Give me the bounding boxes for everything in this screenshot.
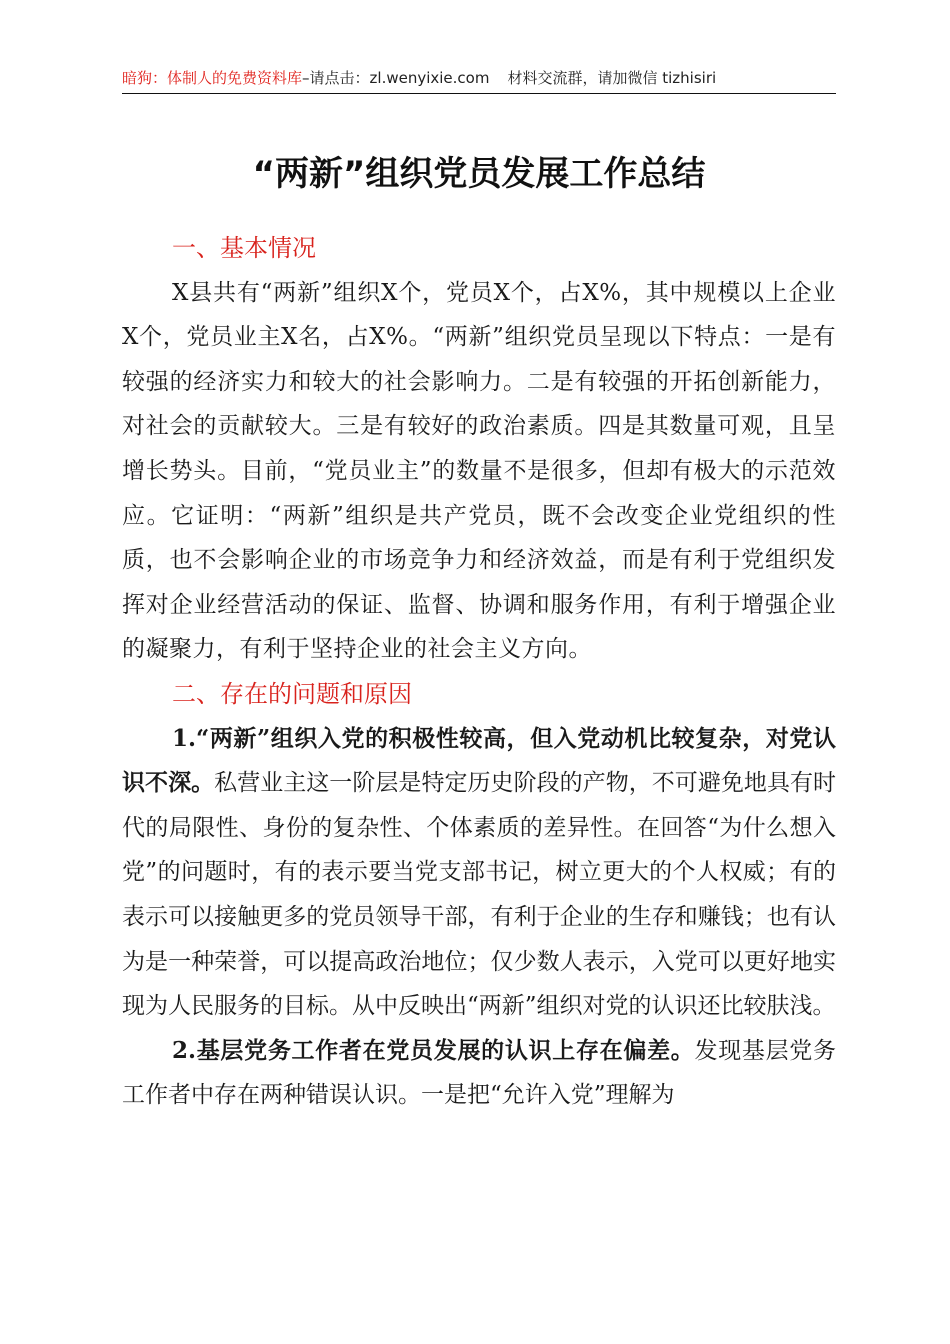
page-header [122, 68, 836, 88]
header-click-label: –请点击： [302, 69, 370, 87]
document-title: “两新”组织党员发展工作总结 [252, 154, 706, 194]
problem-item-1 [122, 717, 836, 1029]
section-heading-basic-situation: 一、基本情况 [172, 234, 316, 262]
header-source-label: 暗狗：体制人的免费资料库 [122, 69, 303, 87]
header-site-link[interactable]: zl.wenyixie.com [369, 69, 490, 87]
problem-item-2 [122, 1029, 836, 1118]
section-heading-problems: 二、存在的问题和原因 [172, 679, 412, 708]
problem-item-1-text: 私营业主这一阶层是特定历史阶段的产物，不可避免地具有时代的局限性、身份的复杂性、个体素质的差异性。在回答“为什么想入党”的问题时，有的表示要当党支部书记，树立更大的个人权威；有的表示可以接触更多的党员领导干部，有利于企业的生存和赚钱；也有认为是一种荣誉，可以提高政治地位；仅少数人表示，入党可以更好地实现为人民服务的目标。从中反映出“两新”组织对党的认识还比较肤浅。 [122, 770, 837, 1020]
problem-item-2-text: 发现基层党务工作者中存在两种错误认识。一是把“允许入党”理解为 [122, 1037, 836, 1109]
section-paragraph-basic-situation: X县共有“两新”组织X个，党员X个，占X%，其中规模以上企业X个，党员业主X名，占X%。“两新”组织党员呈现以下特点：一是有较强的经济实力和较大的社会影响力。二是有较强的开拓创新能力，对社会的贡献较大。三是有较好的政治素质。四是其数量可观，且呈增长势头。目前，“党员业主”的数量不是很多，但却有极大的示范效应。它证明：“两新”组织是共产党员，既不会改变企业党组织的性质，也不会影响企业的市场竞争力和经济效益，而是有利于党组织发挥对企业经营活动的保证、监督、协调和服务作用，有利于增强企业的凝聚力，有利于坚持企业的社会主义方向。 [122, 279, 836, 663]
problem-item-1-lead: 1.“两新”组织入党的积极性较高，但入党动机比较复杂，对党认识不深。 [122, 724, 836, 797]
problem-item-2-lead: 2.基层党务工作者在党员发展的认识上存在偏差。 [172, 1036, 695, 1064]
header-contact: 材料交流群，请加微信 tizhisiri [507, 69, 717, 87]
document-body [122, 226, 836, 1118]
header-divider [122, 93, 836, 94]
